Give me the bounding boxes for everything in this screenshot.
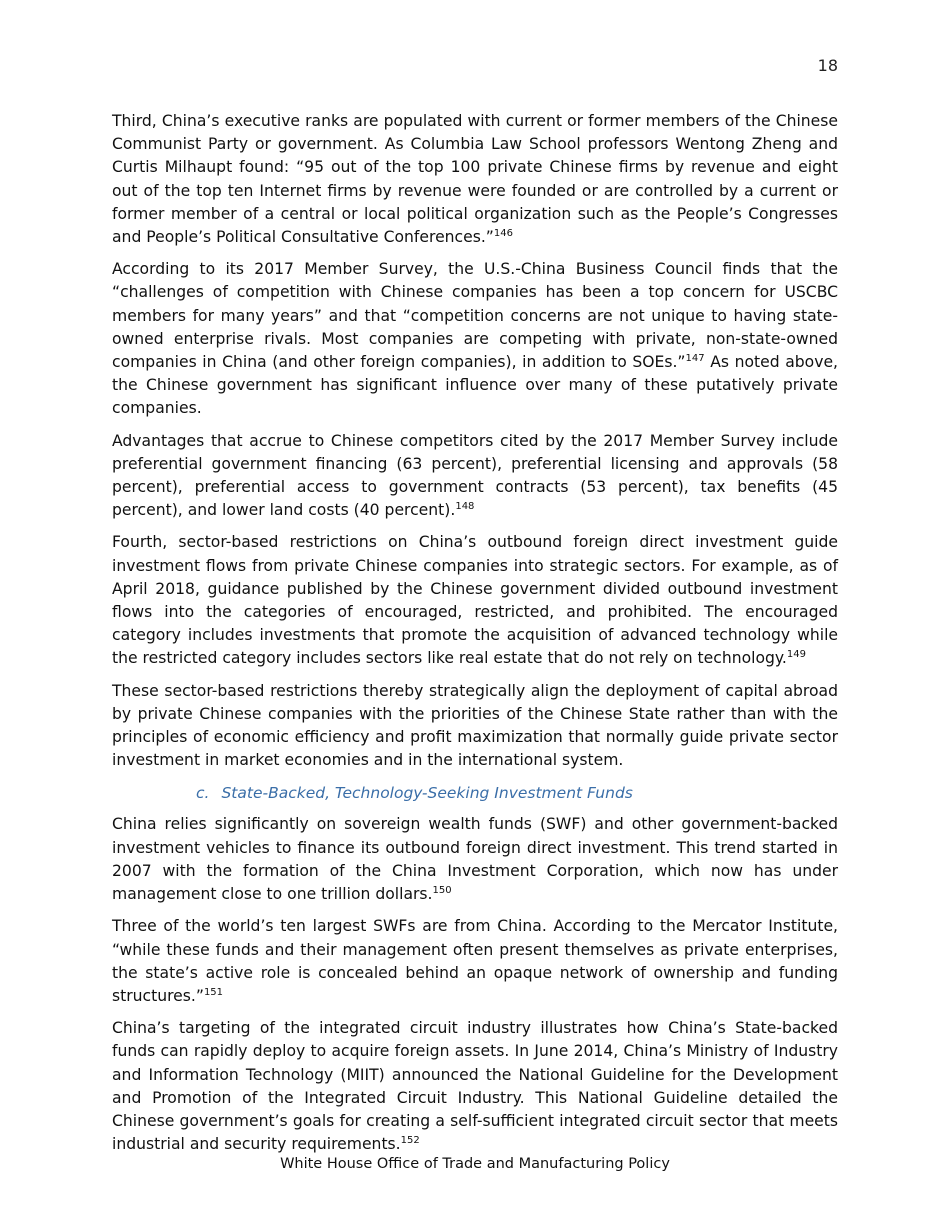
footnote-ref[interactable]: 151 [203,986,224,998]
page-number: 18 [817,56,838,75]
footnote-ref[interactable]: 146 [493,227,513,239]
section-subheading [196,782,838,804]
paragraph-advantages [112,430,838,523]
paragraph-text: According to its 2017 Member Survey, the U.S.-China Business Council finds that the “challenges of competition with Chinese companies has been a top concern for USCBC members for many years” and that “competition concerns are not unique to having state-owned enterprise rivals. Most companies are competing with private, non-state-owned companies in China (and other foreign companies), in addition to SOEs.” [112,260,838,372]
page-footer: White House Office of Trade and Manufacturing Policy [280,1156,670,1172]
paragraph-mercator [112,915,838,1008]
paragraph-text: China relies significantly on sovereign wealth funds (SWF) and other government-backed investment vehicles to finance its outbound foreign direct investment. This trend started in 2007 with the formation of the China Investment Corporation, which now has under management close to one trillion dollars. [112,815,838,904]
paragraph-text: China’s targeting of the integrated circuit industry illustrates how China’s State-backed funds can rapidly deploy to acquire foreign assets. In June 2014, China’s Ministry of Industry and Information Technology (MIIT) announced the National Guideline for the Development and Promotion of the Integrated Circuit Industry. This National Guideline detailed the Chinese government’s goals for creating a self-sufficient integrated circuit sector that meets industrial and security requirements. [112,1019,838,1154]
paragraph-swf [112,813,838,906]
paragraph-text: Three of the world’s ten largest SWFs are from China. According to the Mercator Institute, “while these funds and their management often present themselves as private enterprises, the state’s active role is concealed behind an opaque network of ownership and funding structures.” [112,917,838,1005]
paragraph-text: These sector-based restrictions thereby strategically align the deployment of capital abroad by private Chinese companies with the priorities of the Chinese State rather than with the principles of economic efficiency and profit maximization that normally guide private sector investment in market economies and in the international system. [112,681,838,770]
document-body [112,110,838,1165]
paragraph-executive-ranks [112,110,838,249]
paragraph-strategic-alignment [112,680,838,773]
subheading-title: State-Backed, Technology-Seeking Investment Funds [221,784,633,803]
paragraph-text: Advantages that accrue to Chinese competitors cited by the 2017 Member Survey include preferential government financing (63 percent), preferential licensing and approvals (58 percent), preferential access to government contracts (53 percent), tax benefits (45 percent), and lower land costs (40 percent). [112,431,838,520]
footnote-ref[interactable]: 152 [400,1134,420,1146]
footnote-ref[interactable]: 150 [432,884,452,896]
footnote-ref[interactable]: 147 [685,352,705,364]
footnote-ref[interactable]: 148 [455,501,475,513]
subheading-marker: c. [196,784,210,803]
paragraph-text-tail: As noted above, the Chinese government has significant influence over many of these putatively private companies. [112,353,838,418]
paragraph-uscbc-survey [112,258,838,420]
paragraph-sector-restrictions [112,531,838,670]
footnote-ref[interactable]: 149 [786,649,806,661]
paragraph-text: Fourth, sector-based restrictions on China’s outbound foreign direct investment guide investment flows from private Chinese companies into strategic sectors. For example, as of April 2018, guidance published by the Chinese government divided outbound investment flows into the categories of encouraged, restricted, and prohibited. The encouraged category includes investments that promote the acquisition of advanced technology while the restricted category includes sectors like real estate that do not rely on technology. [112,533,838,668]
paragraph-text: Third, China’s executive ranks are populated with current or former members of the Chinese Communist Party or government. As Columbia Law School professors Wentong Zheng and Curtis Milhaupt found: “95 out of the top 100 private Chinese firms by revenue and eight out of the top ten Internet firms by revenue were founded or are controlled by a current or former member of a central or local political organization such as the People’s Congresses and People’s Political Consultative Conferences.” [112,112,838,247]
paragraph-integrated-circuit [112,1017,838,1156]
